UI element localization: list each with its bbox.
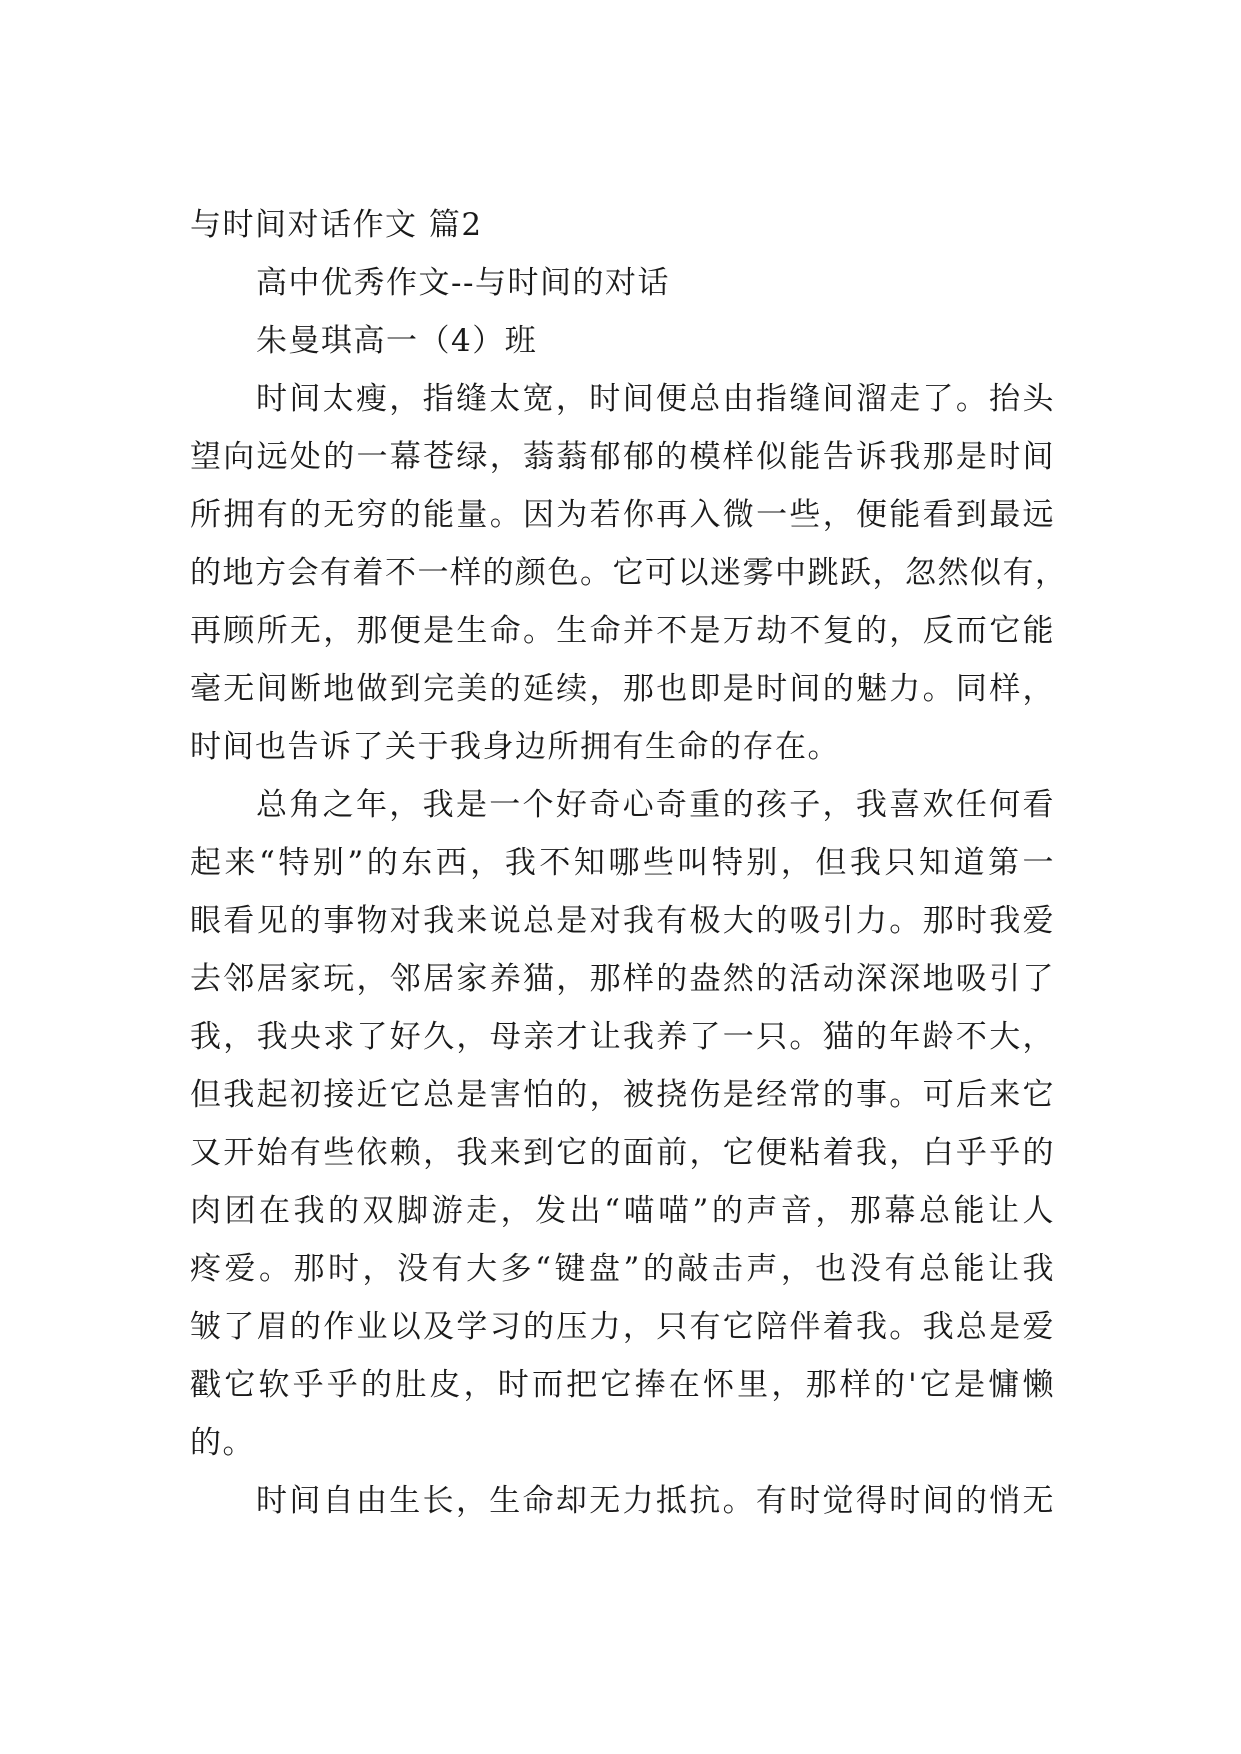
paragraph-line: 起来“特别”的东西，我不知哪些叫特别，但我只知道第一 xyxy=(190,845,1055,881)
document-body xyxy=(190,196,1068,1530)
essay-heading: 与时间对话作文 篇2 xyxy=(190,207,483,243)
author-line: 朱曼琪高一（4）班 xyxy=(256,323,538,359)
paragraph-2 xyxy=(190,776,1055,1472)
paragraph-line: 眼看见的事物对我来说总是对我有极大的吸引力。那时我爱 xyxy=(190,903,1055,939)
paragraph-line: 毫无间断地做到完美的延续，那也即是时间的魅力。同样， xyxy=(190,671,1055,707)
paragraph-1 xyxy=(190,370,1068,776)
paragraph-line: 去邻居家玩，邻居家养猫，那样的盎然的活动深深地吸引了 xyxy=(190,961,1055,997)
paragraph-line: 的地方会有着不一样的颜色。它可以迷雾中跳跃，忽然似有， xyxy=(190,555,1068,591)
paragraph-line: 望向远处的一幕苍绿，蓊蓊郁郁的模样似能告诉我那是时间 xyxy=(190,439,1055,475)
paragraph-line: 时间自由生长，生命却无力抵抗。有时觉得时间的悄无 xyxy=(256,1483,1055,1519)
paragraph-line: 疼爱。那时，没有大多“键盘”的敲击声，也没有总能让我 xyxy=(190,1251,1055,1287)
paragraph-line: 所拥有的无穷的能量。因为若你再入微一些，便能看到最远 xyxy=(190,497,1055,533)
paragraph-line: 我，我央求了好久，母亲才让我养了一只。猫的年龄不大， xyxy=(190,1019,1055,1055)
paragraph-line: 时间也告诉了关于我身边所拥有生命的存在。 xyxy=(190,729,840,765)
paragraph-line: 总角之年，我是一个好奇心奇重的孩子，我喜欢任何看 xyxy=(256,787,1055,823)
paragraph-line: 的。 xyxy=(190,1425,255,1461)
paragraph-line: 但我起初接近它总是害怕的，被挠伤是经常的事。可后来它 xyxy=(190,1077,1055,1113)
paragraph-line: 时间太瘦，指缝太宽，时间便总由指缝间溜走了。抬头 xyxy=(256,381,1055,417)
paragraph-line: 戳它软乎乎的肚皮，时而把它捧在怀里，那样的'它是慵懒 xyxy=(190,1367,1055,1403)
paragraph-line: 皱了眉的作业以及学习的压力，只有它陪伴着我。我总是爱 xyxy=(190,1309,1055,1345)
paragraph-line: 肉团在我的双脚游走，发出“喵喵”的声音，那幕总能让人 xyxy=(190,1193,1055,1229)
paragraph-line: 再顾所无，那便是生命。生命并不是万劫不复的，反而它能 xyxy=(190,613,1055,649)
paragraph-line: 又开始有些依赖，我来到它的面前，它便粘着我，白乎乎的 xyxy=(190,1135,1055,1171)
paragraph-3 xyxy=(190,1472,1055,1530)
essay-subtitle: 高中优秀作文--与时间的对话 xyxy=(256,265,670,301)
